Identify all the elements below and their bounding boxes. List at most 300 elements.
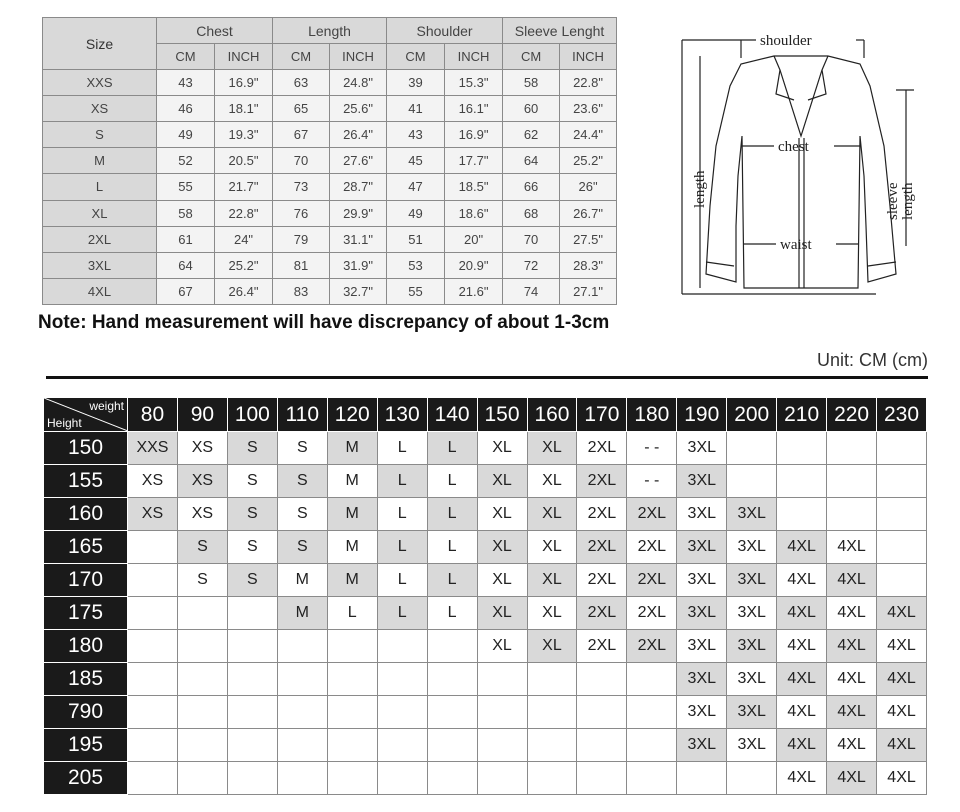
size-cell	[177, 762, 227, 795]
size-name-cell: 2XL	[43, 226, 157, 252]
measurement-cell: 41	[387, 96, 445, 122]
size-row	[43, 226, 617, 252]
unit-label: Unit: CM (cm)	[817, 350, 928, 370]
size-cell: L	[377, 597, 427, 630]
measurement-cell: 45	[387, 148, 445, 174]
measurement-cell: 76	[273, 200, 330, 226]
unit-header: INCH	[215, 44, 273, 70]
measurement-cell: 49	[387, 200, 445, 226]
weight-header-row	[44, 398, 927, 432]
size-cell	[377, 729, 427, 762]
measurement-cell: 81	[273, 252, 330, 278]
measurement-cell: 24"	[215, 226, 273, 252]
measurement-cell: 19.3"	[215, 122, 273, 148]
measurement-cell: 16.9"	[445, 122, 503, 148]
size-row	[43, 122, 617, 148]
size-row	[43, 200, 617, 226]
size-cell	[577, 663, 627, 696]
size-cell	[227, 696, 277, 729]
measurement-cell: 21.6"	[445, 278, 503, 304]
measurement-cell: 62	[503, 122, 560, 148]
size-cell	[627, 762, 677, 795]
size-cell: 4XL	[777, 696, 827, 729]
size-cell: 4XL	[877, 762, 927, 795]
measurement-cell: 67	[157, 278, 215, 304]
measurement-cell: 29.9"	[330, 200, 387, 226]
size-cell	[577, 729, 627, 762]
size-cell: XL	[477, 432, 527, 465]
size-cell	[627, 729, 677, 762]
measurement-cell: 24.4"	[560, 122, 617, 148]
size-cell: 4XL	[827, 531, 877, 564]
height-header: 185	[44, 663, 128, 696]
size-cell: L	[377, 432, 427, 465]
size-cell: L	[377, 531, 427, 564]
size-cell: S	[177, 564, 227, 597]
size-row	[43, 252, 617, 278]
size-cell: XL	[477, 597, 527, 630]
size-cell	[427, 696, 477, 729]
size-cell: 3XL	[727, 597, 777, 630]
size-cell: XS	[128, 465, 178, 498]
size-cell: - -	[627, 465, 677, 498]
size-cell: 2XL	[577, 498, 627, 531]
measurement-cell: 65	[273, 96, 330, 122]
size-header: Size	[43, 18, 157, 70]
size-name-cell: 3XL	[43, 252, 157, 278]
size-cell	[227, 663, 277, 696]
size-cell: 4XL	[777, 597, 827, 630]
divider-rule	[46, 376, 928, 379]
measurement-cell: 51	[387, 226, 445, 252]
unit-header: INCH	[330, 44, 387, 70]
size-row	[43, 278, 617, 304]
size-cell	[377, 630, 427, 663]
size-cell: 2XL	[577, 531, 627, 564]
size-cell	[177, 597, 227, 630]
size-cell: 3XL	[677, 696, 727, 729]
size-cell	[377, 696, 427, 729]
size-cell	[177, 696, 227, 729]
size-name-cell: L	[43, 174, 157, 200]
measurement-cell: 17.7"	[445, 148, 503, 174]
measurement-cell: 61	[157, 226, 215, 252]
height-row	[44, 498, 927, 531]
measurement-cell: 55	[157, 174, 215, 200]
size-cell	[577, 762, 627, 795]
size-cell: 2XL	[627, 597, 677, 630]
size-cell: M	[327, 564, 377, 597]
size-name-cell: XL	[43, 200, 157, 226]
size-name-cell: XXS	[43, 70, 157, 96]
measurement-cell: 39	[387, 70, 445, 96]
size-cell	[777, 432, 827, 465]
length-label: length	[692, 170, 708, 208]
size-cell: 4XL	[877, 696, 927, 729]
size-cell	[177, 630, 227, 663]
size-cell: 4XL	[827, 663, 877, 696]
size-cell: 4XL	[827, 762, 877, 795]
size-cell: M	[327, 531, 377, 564]
chest-label: chest	[778, 139, 809, 155]
measurement-cell: 18.5"	[445, 174, 503, 200]
chest-header: Chest	[157, 18, 273, 44]
size-cell: L	[377, 564, 427, 597]
size-cell: L	[377, 465, 427, 498]
size-cell: M	[277, 564, 327, 597]
size-cell: 4XL	[827, 696, 877, 729]
size-cell: L	[377, 498, 427, 531]
measurement-cell: 27.1"	[560, 278, 617, 304]
measurement-cell: 64	[503, 148, 560, 174]
size-cell: XXS	[128, 432, 178, 465]
height-header: 790	[44, 696, 128, 729]
height-row	[44, 432, 927, 465]
measurement-cell: 53	[387, 252, 445, 278]
height-header: 180	[44, 630, 128, 663]
shoulder-header: Shoulder	[387, 18, 503, 44]
size-cell: 4XL	[877, 663, 927, 696]
measurement-cell: 22.8"	[215, 200, 273, 226]
weight-header: 140	[427, 398, 477, 432]
size-cell: 4XL	[827, 564, 877, 597]
size-cell	[128, 762, 178, 795]
measurement-cell: 15.3"	[445, 70, 503, 96]
size-cell	[827, 432, 877, 465]
size-cell	[327, 696, 377, 729]
measurement-cell: 26.4"	[215, 278, 273, 304]
size-cell: XS	[128, 498, 178, 531]
measurement-cell: 20.9"	[445, 252, 503, 278]
measurement-cell: 18.1"	[215, 96, 273, 122]
height-row	[44, 762, 927, 795]
measurement-cell: 83	[273, 278, 330, 304]
height-row	[44, 663, 927, 696]
size-cell: XL	[527, 597, 577, 630]
measurement-cell: 66	[503, 174, 560, 200]
size-row	[43, 70, 617, 96]
weight-header: 180	[627, 398, 677, 432]
measurement-cell: 21.7"	[215, 174, 273, 200]
weight-header: 190	[677, 398, 727, 432]
sleeve-length-label: length	[900, 182, 916, 220]
size-cell: S	[277, 531, 327, 564]
measurement-cell: 16.9"	[215, 70, 273, 96]
size-cell: 2XL	[627, 531, 677, 564]
weight-header: 80	[128, 398, 178, 432]
size-cell: 3XL	[677, 729, 727, 762]
size-cell: L	[427, 564, 477, 597]
size-cell	[277, 663, 327, 696]
height-weight-corner	[44, 398, 128, 432]
measurement-cell: 70	[503, 226, 560, 252]
size-cell: 4XL	[777, 762, 827, 795]
corner-weight-label: weight	[89, 399, 124, 413]
measurement-cell: 67	[273, 122, 330, 148]
size-cell	[477, 696, 527, 729]
height-header: 155	[44, 465, 128, 498]
size-cell	[327, 630, 377, 663]
size-cell	[527, 696, 577, 729]
size-cell	[527, 762, 577, 795]
size-cell: 4XL	[877, 630, 927, 663]
height-header: 165	[44, 531, 128, 564]
size-cell	[277, 729, 327, 762]
size-cell	[128, 531, 178, 564]
height-row	[44, 630, 927, 663]
measurement-cell: 27.6"	[330, 148, 387, 174]
shirt-measurement-diagram	[676, 26, 926, 302]
size-cell: M	[327, 498, 377, 531]
measurement-cell: 26.7"	[560, 200, 617, 226]
size-name-cell: M	[43, 148, 157, 174]
size-cell	[227, 630, 277, 663]
unit-header: CM	[157, 44, 215, 70]
size-cell: 3XL	[727, 630, 777, 663]
size-cell: L	[427, 531, 477, 564]
size-cell: L	[427, 498, 477, 531]
size-cell: 4XL	[777, 630, 827, 663]
size-cell: L	[427, 465, 477, 498]
weight-header: 170	[577, 398, 627, 432]
size-measurement-table	[42, 17, 617, 305]
height-header: 150	[44, 432, 128, 465]
measurement-cell: 43	[157, 70, 215, 96]
size-cell: XL	[527, 630, 577, 663]
size-name-cell: S	[43, 122, 157, 148]
size-cell: 3XL	[727, 696, 777, 729]
measurement-cell: 47	[387, 174, 445, 200]
size-cell: XS	[177, 432, 227, 465]
size-cell	[777, 465, 827, 498]
measurement-cell: 31.9"	[330, 252, 387, 278]
size-cell: XL	[477, 498, 527, 531]
size-cell: XL	[527, 564, 577, 597]
size-cell: 4XL	[777, 564, 827, 597]
measurement-cell: 25.2"	[560, 148, 617, 174]
shirt-outline	[706, 56, 896, 288]
shoulder-label: shoulder	[760, 33, 812, 49]
size-cell: M	[277, 597, 327, 630]
measurement-cell: 68	[503, 200, 560, 226]
measurement-note: Note: Hand measurement will have discrepancy of about 1-3cm	[38, 312, 610, 333]
size-cell: S	[227, 498, 277, 531]
size-cell	[227, 597, 277, 630]
unit-header: INCH	[445, 44, 503, 70]
size-cell	[277, 696, 327, 729]
size-cell: 3XL	[677, 531, 727, 564]
size-cell: 2XL	[577, 564, 627, 597]
measurement-cell: 25.6"	[330, 96, 387, 122]
size-cell	[377, 663, 427, 696]
size-cell: L	[427, 432, 477, 465]
size-cell: XS	[177, 465, 227, 498]
length-header: Length	[273, 18, 387, 44]
height-row	[44, 729, 927, 762]
measurement-cell: 26"	[560, 174, 617, 200]
size-cell	[377, 762, 427, 795]
unit-header: CM	[273, 44, 330, 70]
size-cell	[177, 663, 227, 696]
size-cell: - -	[627, 432, 677, 465]
size-cell	[227, 762, 277, 795]
size-cell	[427, 762, 477, 795]
size-table-body	[43, 70, 617, 305]
size-cell: 3XL	[677, 564, 727, 597]
weight-header: 160	[527, 398, 577, 432]
size-row	[43, 96, 617, 122]
size-cell: 3XL	[727, 498, 777, 531]
weight-header: 110	[277, 398, 327, 432]
size-cell: 2XL	[627, 564, 677, 597]
height-weight-size-grid	[43, 397, 927, 795]
size-cell: XL	[477, 531, 527, 564]
height-row	[44, 597, 927, 630]
size-cell	[427, 729, 477, 762]
measurement-cell: 18.6"	[445, 200, 503, 226]
size-cell	[227, 729, 277, 762]
size-cell: 2XL	[577, 432, 627, 465]
size-cell: M	[327, 465, 377, 498]
size-cell	[277, 762, 327, 795]
size-cell: 4XL	[877, 597, 927, 630]
size-cell: 3XL	[727, 564, 777, 597]
size-cell	[877, 564, 927, 597]
size-cell: 2XL	[577, 465, 627, 498]
measurement-cell: 26.4"	[330, 122, 387, 148]
size-cell	[627, 663, 677, 696]
weight-header: 220	[827, 398, 877, 432]
measurement-cell: 22.8"	[560, 70, 617, 96]
measurement-cell: 20.5"	[215, 148, 273, 174]
measurement-cell: 20"	[445, 226, 503, 252]
size-cell: 2XL	[577, 597, 627, 630]
size-cell: XL	[527, 465, 577, 498]
measurement-cell: 23.6"	[560, 96, 617, 122]
size-cell: XS	[177, 498, 227, 531]
size-cell: S	[227, 564, 277, 597]
size-cell	[427, 663, 477, 696]
size-name-cell: XS	[43, 96, 157, 122]
size-cell: 3XL	[677, 498, 727, 531]
weight-header: 90	[177, 398, 227, 432]
size-cell: XL	[477, 630, 527, 663]
size-cell: L	[427, 597, 477, 630]
height-row	[44, 531, 927, 564]
size-cell: 3XL	[677, 597, 727, 630]
measurement-cell: 28.7"	[330, 174, 387, 200]
size-cell: XL	[527, 432, 577, 465]
size-cell: 4XL	[777, 663, 827, 696]
measurement-cell: 31.1"	[330, 226, 387, 252]
unit-header: CM	[503, 44, 560, 70]
size-cell	[877, 498, 927, 531]
size-cell	[327, 663, 377, 696]
measurement-cell: 46	[157, 96, 215, 122]
size-cell	[877, 432, 927, 465]
size-cell	[527, 729, 577, 762]
height-header: 175	[44, 597, 128, 630]
size-cell: 3XL	[727, 531, 777, 564]
size-cell: S	[277, 432, 327, 465]
size-cell	[877, 465, 927, 498]
size-row	[43, 174, 617, 200]
weight-header: 230	[877, 398, 927, 432]
weight-header: 120	[327, 398, 377, 432]
size-cell: 2XL	[627, 630, 677, 663]
sleeve-label: sleeve	[885, 182, 901, 220]
measurement-cell: 52	[157, 148, 215, 174]
size-cell: S	[227, 465, 277, 498]
size-cell	[128, 729, 178, 762]
measurement-cell: 63	[273, 70, 330, 96]
size-cell	[427, 630, 477, 663]
size-cell: S	[277, 498, 327, 531]
size-cell: 3XL	[677, 432, 727, 465]
size-cell: 4XL	[827, 630, 877, 663]
unit-header: CM	[387, 44, 445, 70]
measurement-cell: 16.1"	[445, 96, 503, 122]
height-row	[44, 465, 927, 498]
size-cell: 3XL	[677, 663, 727, 696]
size-cell: 3XL	[677, 465, 727, 498]
weight-header: 100	[227, 398, 277, 432]
measurement-cell: 28.3"	[560, 252, 617, 278]
weight-header: 130	[377, 398, 427, 432]
size-cell: 4XL	[827, 597, 877, 630]
size-cell: 3XL	[677, 630, 727, 663]
weight-header: 150	[477, 398, 527, 432]
size-cell: 4XL	[827, 729, 877, 762]
size-cell	[128, 663, 178, 696]
size-name-cell: 4XL	[43, 278, 157, 304]
measurement-cell: 74	[503, 278, 560, 304]
height-header: 170	[44, 564, 128, 597]
size-cell: 4XL	[877, 729, 927, 762]
size-cell: XL	[527, 498, 577, 531]
size-cell	[577, 696, 627, 729]
size-cell	[627, 696, 677, 729]
size-cell	[128, 696, 178, 729]
size-cell	[277, 630, 327, 663]
weight-header: 200	[727, 398, 777, 432]
height-header: 160	[44, 498, 128, 531]
size-cell	[727, 432, 777, 465]
size-cell: 3XL	[727, 729, 777, 762]
measurement-cell: 55	[387, 278, 445, 304]
grid-body	[44, 432, 927, 795]
size-cell: XL	[477, 465, 527, 498]
size-cell	[877, 531, 927, 564]
sleeve-length-header: Sleeve Lenght	[503, 18, 617, 44]
measurement-cell: 64	[157, 252, 215, 278]
size-cell	[327, 729, 377, 762]
measurement-cell: 25.2"	[215, 252, 273, 278]
size-cell	[477, 663, 527, 696]
cuff-left	[706, 262, 734, 266]
measurement-cell: 49	[157, 122, 215, 148]
size-cell	[677, 762, 727, 795]
size-cell: S	[177, 531, 227, 564]
corner-height-label: Height	[47, 416, 82, 430]
size-cell	[477, 762, 527, 795]
height-row	[44, 564, 927, 597]
size-cell	[177, 729, 227, 762]
measurement-cell: 60	[503, 96, 560, 122]
height-header: 195	[44, 729, 128, 762]
size-cell: 4XL	[777, 729, 827, 762]
measurement-cell: 70	[273, 148, 330, 174]
